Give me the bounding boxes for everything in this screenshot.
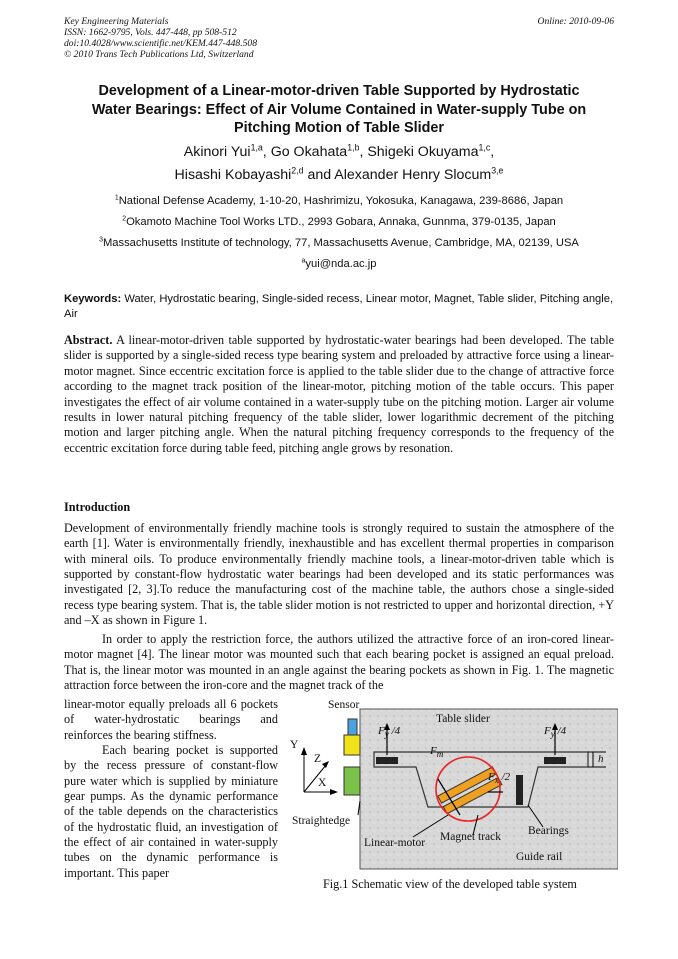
- copyright-line: © 2010 Trans Tech Publications Ltd, Switzerland: [64, 49, 254, 60]
- author-name: Hisashi Kobayashi: [174, 167, 292, 183]
- affil-text: National Defense Academy, 1-10-20, Hashrimizu, Yokosuka, Kanagawa, 239-8686, Japan: [118, 195, 564, 207]
- intro-paragraph-3: Each bearing pocket is supported by the recess pressure of constant-flow pure water which is supplied by miniature gear pumps. As the dynamic performance of the table depends on the characteristics of the hydrostatic fluid, an investigation of the effect of air contained in water-supply tubes on the dynamic performance is important. This paper: [64, 743, 278, 880]
- label-h: h: [598, 753, 604, 765]
- email-text: yui@nda.ac.jp: [305, 258, 377, 270]
- author-affil: 1,b: [347, 142, 360, 153]
- section-heading: Introduction: [64, 500, 131, 514]
- authors-line-2: [40, 166, 638, 185]
- label-magnet-track: Magnet track: [440, 831, 501, 843]
- bearing-pad: [516, 775, 523, 805]
- author-email: [40, 257, 638, 271]
- narrow-column: [64, 697, 278, 881]
- label-axis-y: Y: [290, 739, 299, 751]
- sensor-head: [344, 735, 360, 755]
- label-sensor: Sensor: [328, 699, 360, 711]
- label-fy4-right: $F_y$ /4: [544, 725, 567, 740]
- label-linear-motor: Linear-motor: [364, 837, 426, 849]
- label-guide-rail: Guide rail: [516, 851, 563, 863]
- abstract-label: Abstract.: [64, 333, 113, 347]
- affil-number: 3: [99, 236, 103, 244]
- affil-text: Massachusetts Institute of technology, 77, Massachusetts Avenue, Cambridge, MA, 02139, USA: [102, 237, 579, 249]
- issn-line: ISSN: 1662-9795, Vols. 447-448, pp 508-512: [64, 27, 237, 38]
- title-line-3: Pitching Motion of Table Slider: [234, 120, 444, 136]
- paper-title: [40, 82, 638, 138]
- author-name: Akinori Yui: [183, 144, 251, 160]
- keywords: [64, 292, 614, 322]
- label-fx2: $F_x$ /2: [488, 771, 511, 786]
- author-affil: 3,e: [491, 165, 504, 176]
- online-date: Online: 2010-09-06: [537, 16, 614, 27]
- affiliation-1: [40, 194, 638, 208]
- affiliation-3: [40, 236, 638, 250]
- intro-paragraph-1: Development of environmentally friendly machine tools is strongly required to sustain the atmosphere of the earth [1]. Water is environmentally friendly, inexhaustible and has excellent thermal properties in comparison with mineral oils. To produce environmentally friendly machine tools, a linear-motor-driven table which is supported by constant-flow hydrostatic water bearings had been developed and its static performances was investigated [2, 3].To reduce the manufacturing cost of the machine table, the authors chose a single-sided recess type bearing system. That is, the table slider motion is not restricted to upper and horizontal direction, +Y and –X as shown in Figure 1.: [64, 521, 614, 628]
- intro-paragraph-2-cont: linear-motor equally preloads all 6 pockets of water-hydrostatic bearings and reinforces the bearing stiffness.: [64, 697, 278, 742]
- author-affil: 2,d: [291, 165, 304, 176]
- figure-caption: Fig.1 Schematic view of the developed table system: [323, 877, 577, 891]
- affil-number: 2: [122, 215, 127, 223]
- label-axis-x: X: [318, 777, 327, 789]
- abstract-text: A linear-motor-driven table supported by hydrostatic-water bearings had been developed. The table slider is supported by a single-sided recess type bearing system and preloaded by attractive force using a linear-motor magnet. Since eccentric excitation force is applied to the table slider due to the change of attractive force according to the magnet track position of the linear-motor, pitching motion of the table occurs. This paper investigates the effect of air volume contained in a water-supply tube on the pitching motion. Larger air volume results in lower natural pitching frequency of the table slider, lower logarithmic decrement of the pitching motion and larger pitching angle. When the natural pitching frequency corresponds to the frequency of the eccentric excitation force during table feed, pitching angle grows by resonation.: [64, 333, 614, 455]
- title-line-2: Water Bearings: Effect of Air Volume Contained in Water-supply Tube on: [91, 101, 587, 118]
- authors-line-1: Akinori Yui$^{1,a}$, Go Okahata$^{1,b}$, Shigeki Okuyama$^{1,c}$,: [183, 142, 495, 160]
- doi-line: doi:10.4028/www.scientific.net/KEM.447-448.508: [64, 38, 258, 49]
- author-affil: 1,a: [250, 142, 263, 153]
- author-affil: 1,c: [478, 142, 491, 153]
- abstract: [64, 333, 614, 456]
- journal-header: [64, 16, 257, 60]
- author-conjunction: and: [307, 167, 332, 183]
- label-bearings: Bearings: [528, 825, 569, 837]
- label-straightedge: Straightedge: [292, 815, 351, 827]
- author-name: Shigeki Okuyama: [367, 144, 479, 160]
- intro-paragraph-2: In order to apply the restriction force, the authors utilized the attractive force of an iron-cored linear-motor magnet [4]. The linear motor was mounted such that each bearing pocket is assigned an equal preload. That is, the linear motor was mounted in an angle against the bearing pockets as shown in Fig. 1. The magnetic attraction force between the iron-core and the magnet track of the: [64, 632, 614, 693]
- journal-name: Key Engineering Materials: [64, 16, 169, 27]
- figure-1: [288, 697, 618, 897]
- affil-number: 1: [114, 194, 119, 202]
- label-fm: $F_m$: [430, 745, 444, 760]
- straightedge: [344, 767, 360, 795]
- email-sup: a: [301, 257, 306, 265]
- label-axis-z: Z: [314, 753, 322, 765]
- title-line-1: Development of a Linear-motor-driven Table Supported by Hydrostatic: [98, 83, 580, 99]
- affiliation-2: [40, 215, 638, 229]
- keywords-label: Keywords:: [64, 293, 122, 305]
- bearing-pad: [376, 757, 398, 764]
- author-name: Go Okahata: [270, 144, 348, 160]
- affil-text: Okamoto Machine Tool Works LTD., 2993 Gobara, Annaka, Gunnma, 379-0135, Japan: [126, 216, 556, 228]
- author-name: Alexander Henry Slocum: [334, 167, 492, 183]
- label-table-slider: Table slider: [436, 713, 490, 725]
- sensor-body: [348, 719, 357, 735]
- keywords-text: Water, Hydrostatic bearing, Single-sided recess, Linear motor, Magnet, Table slider, Pitching angle, Air: [64, 293, 614, 320]
- label-fy4-left: $F_y$ /4: [378, 725, 401, 740]
- bearing-pad: [544, 757, 566, 764]
